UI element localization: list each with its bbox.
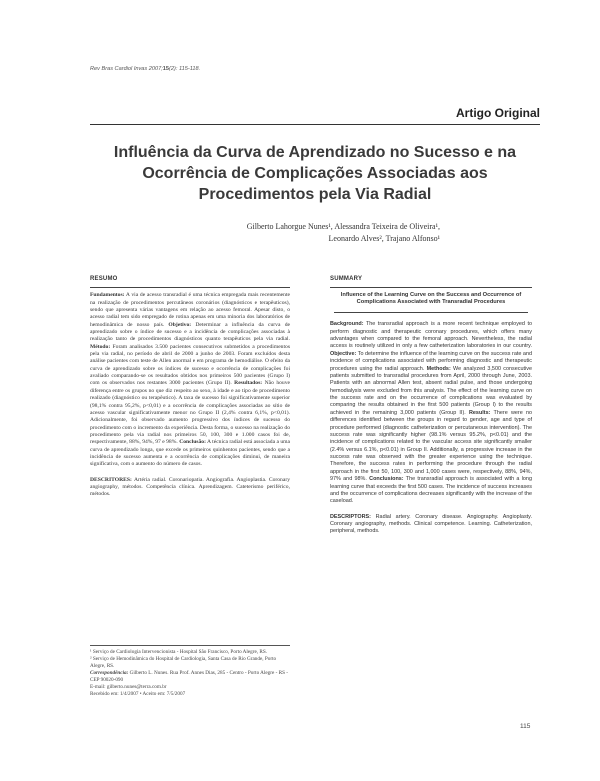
resumo-heading: RESUMO: [90, 276, 290, 288]
summary-lead-objective: Objective:: [330, 350, 357, 357]
summary-text-objective: To determine the influence of the learning curve on the success rate and incidence of complications associated with performing diagnostic and therapeutic procedures using the radial approach.: [330, 350, 532, 372]
section-label: Artigo Original: [456, 106, 540, 120]
article-title: Influência da Curva de Aprendizado no Sucesso e na Ocorrência de Complicações Associadas aos Procedimentos pela Via Radial: [113, 144, 517, 203]
summary-lead-results: Results:: [468, 409, 491, 416]
journal-abbrev: Rev Bras Cardiol Invas 2007;: [90, 66, 163, 72]
correspondence-address: Gilberto L. Nunes. Rua Prof. Annes Dias, 285 - Centro - Porto Alegre - RS - CEP 90020-090: [90, 670, 288, 683]
resumo-column: [90, 276, 290, 499]
page-number: 115: [520, 723, 531, 730]
resumo-lead-fundamentos: Fundamentos:: [90, 292, 125, 299]
summary-text-results: There were no differences identified between the groups in regard to gender, age and type of procedure performed (diagnostic catheterization or percutaneous intervention). The success rate was significantly higher (98.1% versus 95.2%, p<0.01) and the incidence of complications related to the vascular access site significantly smaller (2.4% versus 6.1%, p<0.01) in Group II. Additionally, a progressive increase in the success rate was observed with the greater experience using the technique. Therefore, the success rates in performing the procedure through the radial approach in the first 50, 100, 300 and 1,000 cases were, respectively, 88%, 94%, 97% and 98%.: [330, 409, 532, 483]
authors-line-2: Leonardo Alves², Trajano Alfonso¹: [328, 233, 440, 243]
summary-descriptors: [330, 514, 532, 536]
descriptors-text: Radial artery. Coronary disease. Angiography. Angioplasty. Coronary angiography, methods. Clinical competence. Learning. Catheterization, peripheral, methods.: [330, 513, 532, 535]
resumo-lead-metodo: Método:: [90, 343, 111, 350]
descriptors-label: DESCRIPTORS:: [330, 513, 371, 520]
author-list: [170, 221, 440, 244]
summary-abstract: [330, 321, 532, 505]
resumo-text-fundamentos: A via de acesso transradial é uma técnica empregada mais recentemente na realização de procedimentos percutâneos coronários (diagnósticos e terapêuticos), sendo que apresenta várias vantagens em relação ao acesso femoral. Apesar disto, o acesso radial tem sido empregado de rotina apenas em uma minoria dos laboratórios de hemodinâmica de nosso país.: [90, 292, 290, 328]
journal-volume: 15: [162, 66, 169, 72]
summary-text-background: The transradial approach is a more recent technique employed to perform diagnostic and therapeutic coronary procedures, which offers many advantages when compared to the femoral approach. Nevertheless, the radial access is routinely utilized in only a few catheterization laboratories in our country.: [330, 321, 532, 350]
footnote-dates: Recebido em: 1/4/2007 • Aceito em: 7/5/2007: [90, 691, 186, 697]
resumo-descritores: [90, 477, 290, 499]
footnote-affiliation-2: ² Serviço de Hemodinâmica do Hospital de Cardiologia, Santa Casa de Rio Grande, Porto Alegre, RS.: [90, 656, 277, 669]
summary-text-conclusions: The transradial approach is associated with a long learning curve that exceeds the first 500 cases. The incidence of success increases and the occurrence of complications decreases significantly with the increase of the caseload.: [330, 476, 532, 505]
summary-lead-background: Background:: [330, 321, 364, 328]
resumo-text-conclusao: A técnica radial está associada a uma curva de aprendizado longa, que excede os primeiros quinhentos pacientes, sendo que a incidência de sucesso aumenta e a ocorrência de complicações diminui, de maneira significativa, com o aumento do número de casos.: [90, 439, 290, 468]
summary-lead-conclusions: Conclusions:: [369, 476, 404, 483]
summary-text-methods: We analyzed 3,500 consecutive patients submitted to transradial procedures from April, 2000 through June, 2003. Patients with an abnormal Allen test, absent radial pulse, and those undergoing hemodialysis were excluded from this analysis. The effect of the learning curve on the success rate and on the occurrence of complications was evaluated by comparing the results obtained in the first 500 patients (Group I) to the results achieved in the remaining 3,000 patients (Group II).: [330, 365, 532, 416]
descritores-label: DESCRITORES:: [90, 476, 132, 483]
resumo-text-metodo: Foram analisados 3.500 pacientes consecutivos submetidos a procedimentos pela via radial, no período de abril de 2000 a junho de 2003. Foram excluídos desta análise pacientes com teste de Allen anormal e em programa de hemodiálise. O efeito da curva de aprendizado sobre os índices de sucesso e ocorrência de complicações foi avaliado comparando-se os resultados obtidos nos primeiros 500 pacientes (Grupo I) com os observados nos restantes 3000 pacientes (Grupo II).: [90, 343, 290, 387]
summary-column: [330, 276, 532, 536]
resumo-lead-conclusao: Conclusão:: [179, 439, 206, 446]
footnote-email: E-mail: gilberto.nunes@terra.com.br: [90, 684, 167, 690]
resumo-lead-resultados: Resultados:: [234, 380, 263, 387]
footnote-affiliation-1: ¹ Serviço de Cardiologia Intervencionista - Hospital São Francisco, Porto Alegre, RS.: [90, 649, 268, 655]
summary-heading: SUMMARY: [330, 276, 532, 288]
footnotes: [90, 645, 290, 698]
resumo-abstract: [90, 292, 290, 468]
resumo-text-resultados: Não houve diferença entre os grupos no que diz respeito ao sexo, à idade e ao tipo de procedimento realizado (diagnóstico ou terapêutico). A taxa de sucesso foi significativamente superior (98,1% contra 95,2%, p<0,01) e a ocorrência de complicações associadas ao sítio de acesso vascular significativamente menor no Grupo II (2,4% contra 6,1%, p<0,01). Adicionalmente, foi observado aumento progressivo dos índices de sucesso do procedimento com o incremento da experiência. Desta forma, o sucesso na realização do procedimento pela via radial nos primeiros 50, 100, 300 e 1.000 casos foi de, respectivamente, 88%, 94%, 97 e 98%.: [90, 380, 290, 446]
footnote-correspondence: [90, 670, 290, 684]
journal-issue-pages: (2): 115-118.: [169, 66, 201, 72]
descritores-text: Artéria radial. Coronariopatia. Angiografia. Angioplastia. Coronary angiography, métodos. Competência clínica. Aprendizagem. Cateterismo periférico, métodos.: [90, 476, 290, 498]
summary-english-title: Influence of the Learning Curve on the Success and Occurrence of Complications Associated with Transradial Procedures: [334, 292, 528, 313]
section-header-bar: [90, 98, 540, 125]
journal-citation: [90, 66, 200, 72]
summary-lead-methods: Methods:: [426, 365, 451, 372]
correspondence-label: Correspondência:: [90, 670, 129, 676]
authors-line-1: Gilberto Lahorgue Nunes¹, Alessandra Teixeira de Oliveira¹,: [246, 222, 440, 231]
resumo-lead-objetivo: Objetivo:: [168, 321, 192, 328]
resumo-text-objetivo: Determinar a influência da curva de aprendizado sobre o índice de sucesso e a incidência de complicações associadas à realização tanto de procedimentos diagnósticos quanto terapêuticos pela via radial.: [90, 321, 290, 343]
